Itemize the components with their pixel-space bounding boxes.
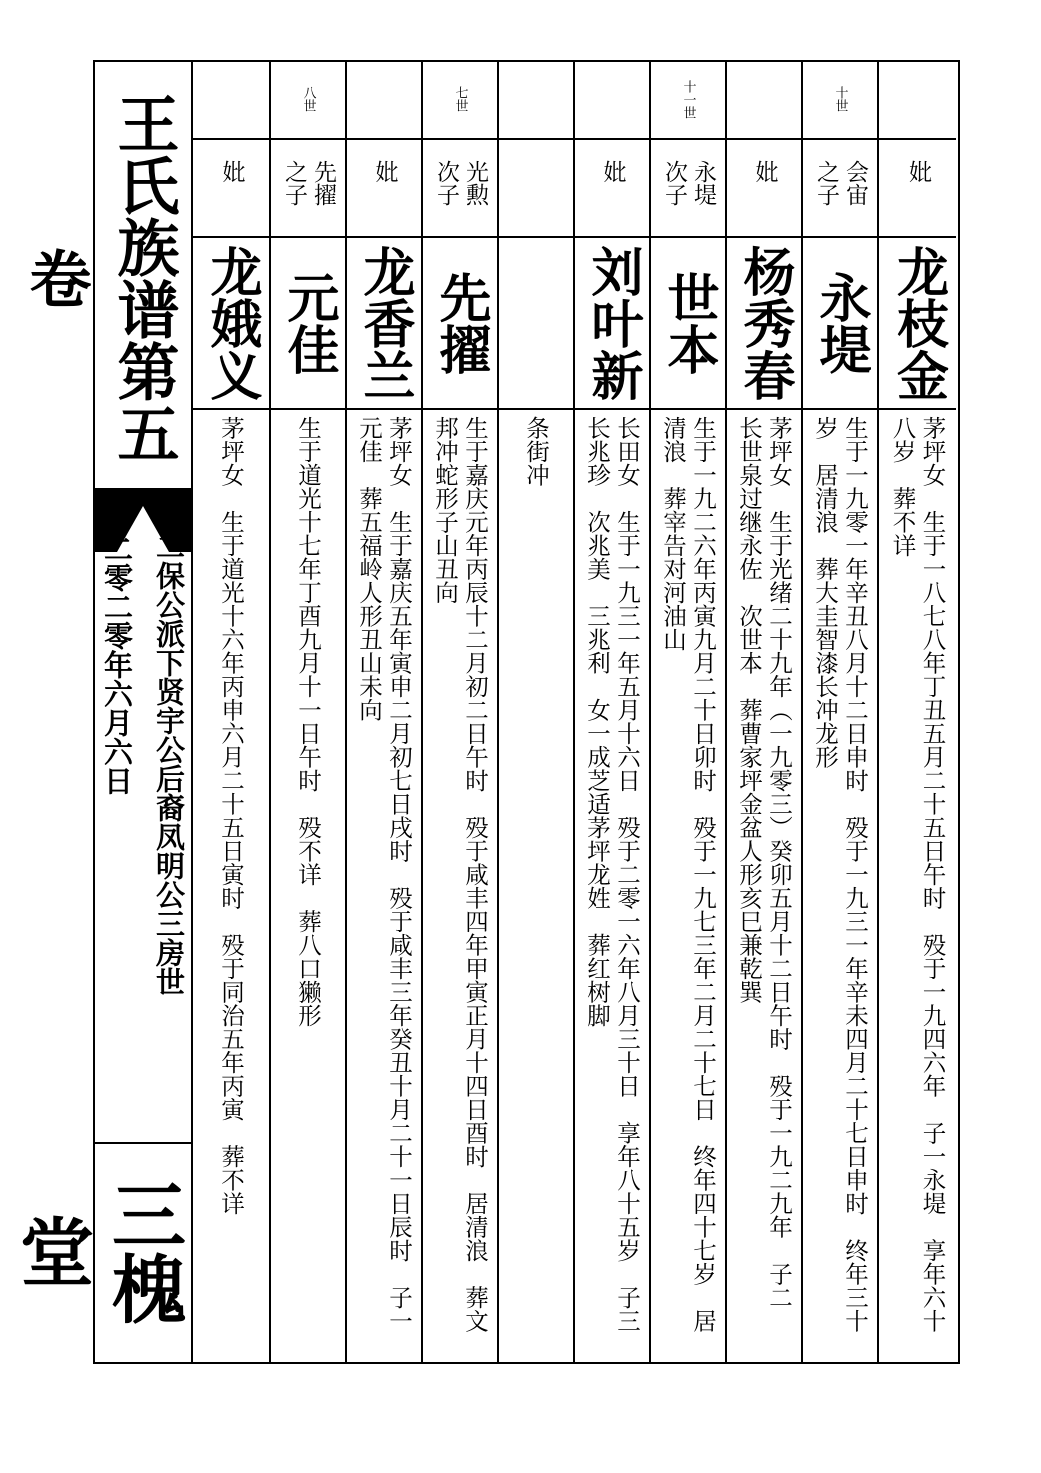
relation-label: 会宙之子 [813,160,868,206]
biography-text: 茅坪女 生于道光十六年丙申六月二十五日寅时 殁于同治五年丙寅 葬不详 [217,416,245,1215]
biography-text: 生于一九二六年丙寅九月二十日卯时 殁于一九七三年二月二十七日 终年四十七岁 居清浪 葬宰告对河油山 [659,416,717,1333]
book-title: 王氏族谱第五卷 [19,92,180,464]
generation-label [575,60,649,138]
person-name: 龙香兰 [354,245,415,401]
relation-label: 永堤次子 [661,160,716,206]
generation-label [347,60,421,138]
biography-text: 茅坪女 生于嘉庆五年寅申二月初七日戌时 殁于咸丰三年癸丑十月二十一日辰时 子一元佳 葬五福岭人形丑山未向 [355,416,413,1333]
biography-text: 生于嘉庆元年丙辰十二月初二日午时 殁于咸丰四年甲寅正月十四日酉时 居清浪 葬文邦冲蛇形子山丑向 [431,416,489,1333]
hall-name: 三槐堂 [8,1177,186,1325]
title-panel [8,60,193,1362]
entry-column [347,60,423,1362]
biography-text: 条街冲 [522,416,550,487]
generation-label: 十世 [832,86,848,112]
generation-label: 七世 [452,86,468,112]
person-name: 龙枝金 [887,245,949,401]
relation-label: 先擢之子 [281,160,336,206]
person-name: 杨秀春 [734,245,795,401]
compile-date: 二零二零年六月六日 [100,534,134,795]
relation-label: 妣 [905,160,931,183]
biography-text: 茅坪女 生于一八七八年丁丑五月二十五日午时 殁于一九四六年 子一永堤 享年六十八岁 葬不详 [888,416,947,1333]
generation-label [499,60,573,138]
biography-text: 生于道光十七年丁酉九月十一日午时 殁不详 葬八口獭形 [294,416,322,1027]
genealogy-page [8,60,958,1362]
entry-column [651,60,727,1362]
generation-label [879,60,956,138]
biography-text: 茅坪女 生于光绪二十九年（一九零三）癸卯五月十二日午时 殁于一九二九年 子二 长世泉过继永佐 次世本 葬曹家坪金盆人形亥巳兼乾巽 [735,416,793,1333]
entry-column [879,60,956,1362]
entry-column [271,60,347,1362]
generation-label: 八世 [300,86,316,112]
branch-lineage: 二保公派下贤宇公后裔凤明公三房世 [152,532,186,996]
generation-label [193,60,269,138]
person-name: 永堤 [810,271,871,375]
person-name: 先擢 [430,271,491,375]
relation-label: 妣 [751,160,778,183]
biography-text: 生于一九零一年辛丑八月十二日申时 殁于一九三一年辛未四月二十七日申时 终年三十岁 居清浪 葬大圭智漆长冲龙形 [811,416,869,1333]
entry-column [499,60,575,1362]
person-name: 龙娥义 [201,245,262,401]
person-name: 世本 [658,271,719,375]
relation-label: 妣 [218,160,245,183]
relation-label: 妣 [599,160,626,183]
generation-label [727,60,801,138]
hall-divider [93,1142,191,1144]
entry-column [575,60,651,1362]
entry-column [727,60,803,1362]
relation-label: 妣 [371,160,398,183]
entry-column [193,60,271,1362]
entry-column [423,60,499,1362]
person-name: 刘叶新 [582,245,643,401]
biography-text: 长田女 生于一九三一年五月十六日 殁于二零一六年八月三十日 享年八十五岁 子三 长兆珍 次兆美 三兆利 女一成芝适茅坪龙姓 葬红树脚 [583,416,641,1356]
entry-column [803,60,879,1362]
relation-label: 光勲次子 [433,160,488,206]
generation-label: 十一世 [680,79,696,119]
person-name: 元佳 [278,271,339,375]
